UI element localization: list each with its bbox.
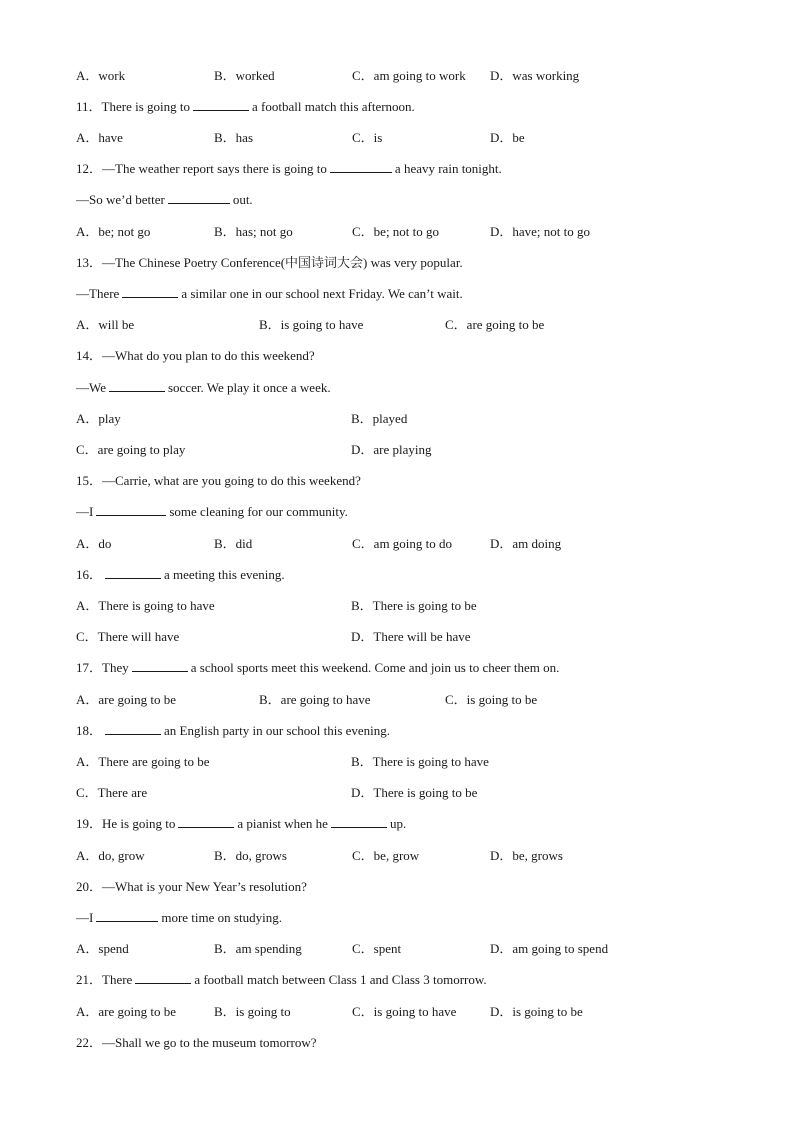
q10-option-c[interactable]: C．am going to work (352, 68, 466, 83)
q14-reply-pre: —We (76, 380, 106, 395)
q18-option-a[interactable]: A．There are going to be (76, 754, 210, 769)
q16-option-d[interactable]: D．There will be have (351, 629, 471, 644)
q19-option-d[interactable]: D．be, grows (490, 848, 563, 863)
q16-number: 16． (76, 567, 103, 582)
q21-number: 21． (76, 972, 103, 987)
q19-option-c[interactable]: C．be, grow (352, 848, 420, 863)
q12-reply-post: out. (232, 192, 253, 207)
q18-option-c[interactable]: C．There are (76, 785, 148, 800)
q13-options (76, 316, 734, 334)
q19-options (76, 847, 734, 865)
q10-option-a[interactable]: A．work (76, 68, 126, 83)
q13-option-b[interactable]: B．is going to have (259, 317, 364, 332)
q11-blank[interactable] (193, 98, 249, 111)
q20-reply (76, 909, 734, 927)
q17-option-a[interactable]: A．are going to be (76, 692, 177, 707)
q14-option-d[interactable]: D．are playing (351, 442, 432, 457)
q12-number: 12． (76, 161, 103, 176)
q11-options (76, 129, 734, 147)
q21-options (76, 1003, 734, 1021)
q16-option-b[interactable]: B．There is going to be (351, 598, 477, 613)
q11-option-d[interactable]: D．be (490, 130, 525, 145)
q10-option-b[interactable]: B．worked (214, 68, 275, 83)
q16-stem (76, 566, 734, 584)
q18-blank[interactable] (105, 722, 161, 735)
q20-blank[interactable] (96, 909, 158, 922)
q16-option-a[interactable]: A．There is going to have (76, 598, 215, 613)
q12-text-post: a heavy rain tonight. (394, 161, 502, 176)
q20-reply-post: more time on studying. (161, 910, 282, 925)
q14-option-c[interactable]: C．are going to play (76, 442, 186, 457)
q22-text: —Shall we go to the museum tomorrow? (102, 1035, 317, 1050)
q19-number: 19． (76, 816, 103, 831)
q16-blank[interactable] (105, 566, 161, 579)
q11-text-pre: There is going to (101, 99, 190, 114)
q14-options-row-1 (76, 410, 734, 428)
q21-option-a[interactable]: A．are going to be (76, 1004, 177, 1019)
q12-option-d[interactable]: D．have; not to go (490, 224, 591, 239)
q17-number: 17． (76, 660, 103, 675)
q11-stem (76, 98, 734, 116)
q20-number: 20． (76, 879, 103, 894)
q14-text: —What do you plan to do this weekend? (102, 348, 315, 363)
q21-blank[interactable] (135, 971, 191, 984)
q14-option-b[interactable]: B．played (351, 411, 408, 426)
q20-text: —What is your New Year’s resolution? (102, 879, 307, 894)
q15-number: 15． (76, 473, 103, 488)
q14-blank[interactable] (109, 379, 165, 392)
q21-text-post: a football match between Class 1 and Class 3 tomorrow. (194, 972, 487, 987)
q12-reply (76, 191, 734, 209)
q15-text: —Carrie, what are you going to do this weekend? (102, 473, 361, 488)
q11-text-post: a football match this afternoon. (252, 99, 415, 114)
q17-stem (76, 659, 734, 677)
q19-option-a[interactable]: A．do, grow (76, 848, 145, 863)
q18-number: 18． (76, 723, 103, 738)
q18-options-row-1 (76, 753, 734, 771)
q12-reply-pre: —So we’d better (76, 192, 165, 207)
q18-option-d[interactable]: D．There is going to be (351, 785, 478, 800)
q15-stem (76, 472, 734, 490)
q19-option-b[interactable]: B．do, grows (214, 848, 287, 863)
q14-option-a[interactable]: A．play (76, 411, 121, 426)
q11-option-a[interactable]: A．have (76, 130, 123, 145)
q12-option-b[interactable]: B．has; not go (214, 224, 293, 239)
q13-reply-pre: —There (76, 286, 120, 301)
q21-option-c[interactable]: C．is going to have (352, 1004, 457, 1019)
q19-stem (76, 815, 734, 833)
q14-number: 14． (76, 348, 103, 363)
q21-text-pre: There (102, 972, 133, 987)
q15-reply (76, 503, 734, 521)
q16-option-c[interactable]: C．There will have (76, 629, 180, 644)
q18-options-row-2 (76, 784, 734, 802)
q14-reply-post: soccer. We play it once a week. (168, 380, 331, 395)
q17-text-pre: They (102, 660, 129, 675)
q19-blank-1[interactable] (178, 815, 234, 828)
q12-stem (76, 160, 734, 178)
q20-option-d[interactable]: D．am going to spend (490, 941, 609, 956)
q14-reply (76, 379, 734, 397)
q16-options-row-2 (76, 628, 734, 646)
q17-option-b[interactable]: B．are going to have (259, 692, 371, 707)
q14-stem (76, 347, 734, 365)
q15-option-b[interactable]: B．did (214, 536, 253, 551)
q16-text-post: a meeting this evening. (164, 567, 285, 582)
q11-number: 11． (76, 99, 102, 114)
q21-option-d[interactable]: D．is going to be (490, 1004, 583, 1019)
q16-options-row-1 (76, 597, 734, 615)
q17-blank[interactable] (132, 659, 188, 672)
q17-option-c[interactable]: C．is going to be (445, 692, 538, 707)
q14-options-row-2 (76, 441, 734, 459)
q13-stem (76, 254, 734, 272)
q11-option-c[interactable]: C．is (352, 130, 383, 145)
q13-text: —The Chinese Poetry Conference(中国诗词大会) was very popular. (102, 255, 463, 270)
q12-option-a[interactable]: A．be; not go (76, 224, 151, 239)
q17-options (76, 691, 734, 709)
q19-text-pre: He is going to (102, 816, 176, 831)
q21-stem (76, 971, 734, 989)
q12-text-pre: —The weather report says there is going to (102, 161, 327, 176)
q13-reply (76, 285, 734, 303)
q11-option-b[interactable]: B．has (214, 130, 254, 145)
q12-option-c[interactable]: C．be; not to go (352, 224, 440, 239)
q10-option-d[interactable]: D．was working (490, 68, 580, 83)
q13-number: 13． (76, 255, 103, 270)
q21-option-b[interactable]: B．is going to (214, 1004, 291, 1019)
q12-blank-1[interactable] (330, 160, 392, 173)
q17-text-post: a school sports meet this weekend. Come and join us to cheer them on. (190, 660, 560, 675)
q20-reply-pre: —I (76, 910, 94, 925)
q10-options (76, 67, 734, 85)
q13-blank[interactable] (122, 285, 178, 298)
q15-reply-post: some cleaning for our community. (169, 504, 348, 519)
q20-options (76, 940, 734, 958)
q15-options (76, 535, 734, 553)
q12-options (76, 223, 734, 241)
q22-number: 22． (76, 1035, 103, 1050)
q15-blank[interactable] (96, 503, 166, 516)
q20-stem (76, 878, 734, 896)
q13-option-c[interactable]: C．are going to be (445, 317, 545, 332)
q15-option-a[interactable]: A．do (76, 536, 112, 551)
q18-stem (76, 722, 734, 740)
q13-reply-post: a similar one in our school next Friday. We can’t wait. (181, 286, 463, 301)
q18-option-b[interactable]: B．There is going to have (351, 754, 489, 769)
q20-option-b[interactable]: B．am spending (214, 941, 302, 956)
q12-blank-2[interactable] (168, 191, 230, 204)
q19-text-mid: a pianist when he (237, 816, 328, 831)
q15-option-c[interactable]: C．am going to do (352, 536, 453, 551)
q22-stem (76, 1034, 734, 1052)
q15-option-d[interactable]: D．am doing (490, 536, 562, 551)
q19-blank-2[interactable] (331, 815, 387, 828)
q18-text-post: an English party in our school this evening. (164, 723, 391, 738)
q20-option-a[interactable]: A．spend (76, 941, 129, 956)
q19-text-post: up. (389, 816, 407, 831)
q15-reply-pre: —I (76, 504, 94, 519)
q20-option-c[interactable]: C．spent (352, 941, 402, 956)
q13-option-a[interactable]: A．will be (76, 317, 135, 332)
